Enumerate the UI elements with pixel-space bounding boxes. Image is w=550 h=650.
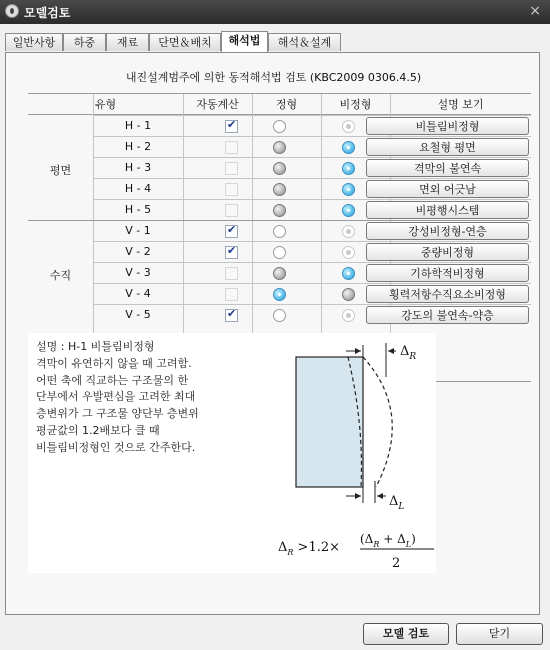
irregular-radio[interactable] [342, 267, 355, 280]
irregular-radio[interactable] [342, 183, 355, 196]
irregular-radio[interactable] [342, 162, 355, 175]
irregular-radio[interactable] [342, 141, 355, 154]
deformed-shape-outer [363, 357, 392, 487]
regular-radio[interactable] [273, 288, 286, 301]
description-line: 어떤 축에 직교하는 구조물의 한 [36, 373, 189, 387]
close-icon[interactable]: × [529, 3, 541, 19]
header-irregular: 비정형 [321, 94, 390, 115]
auto-calc-checkbox[interactable] [225, 183, 238, 196]
row-label: H - 4 [124, 182, 152, 195]
table-row [93, 199, 531, 220]
auto-calc-checkbox[interactable] [225, 204, 238, 217]
delta-r-label: $\Delta_R$ [400, 344, 417, 362]
tab-material[interactable]: 재료 [106, 33, 149, 51]
row-label: V - 5 [125, 308, 151, 321]
header-regular: 정형 [252, 94, 321, 115]
group-label-plan: 평면 [49, 164, 72, 177]
tab-analysis-design[interactable]: 해석＆설계 [268, 33, 341, 51]
table-row [93, 304, 531, 325]
description-line: 격막이 유연하지 않을 때 고려함. [36, 356, 192, 370]
arrow-head [355, 493, 361, 499]
description-button[interactable]: 강성비정형-연층 [366, 222, 529, 240]
table-row [93, 283, 531, 304]
irregular-radio[interactable] [342, 120, 355, 133]
tab-general[interactable]: 일반사항 [5, 33, 63, 51]
auto-calc-checkbox[interactable] [225, 267, 238, 280]
description-line: 평균값의 1.2배보다 클 때 [36, 423, 160, 437]
torsion-formula [278, 523, 436, 573]
regular-radio[interactable] [273, 120, 286, 133]
close-button[interactable]: 닫기 [456, 623, 543, 645]
table-row [93, 262, 531, 283]
table-row [93, 220, 531, 241]
description-button[interactable]: 비틀림비정형 [366, 117, 529, 135]
auto-calc-checkbox[interactable] [225, 288, 238, 301]
svg-text:2: 2 [392, 556, 401, 571]
row-label: H - 1 [124, 119, 152, 132]
check-mark: ✔ [227, 244, 237, 257]
auto-calc-checkbox[interactable] [225, 246, 238, 259]
row-label: V - 1 [125, 224, 151, 237]
model-review-button[interactable]: 모델 검토 [363, 623, 449, 645]
description-button[interactable]: 면외 어긋남 [366, 180, 529, 198]
table-row [93, 157, 531, 178]
irregular-radio[interactable] [342, 309, 355, 322]
tab-analysis-method[interactable]: 해석법 [221, 31, 268, 52]
row-label: H - 5 [124, 203, 152, 216]
description-button[interactable]: 비평행시스템 [366, 201, 529, 219]
auto-calc-checkbox[interactable] [225, 162, 238, 175]
app-icon [5, 4, 19, 18]
regular-radio[interactable] [273, 162, 286, 175]
analysis-method-panel [5, 52, 540, 615]
description-button[interactable]: 기하학적비정형 [366, 264, 529, 282]
row-label: V - 4 [125, 287, 151, 300]
regular-radio[interactable] [273, 225, 286, 238]
regular-radio[interactable] [273, 141, 286, 154]
table-row [93, 136, 531, 157]
regular-radio[interactable] [273, 267, 286, 280]
svg-text:ΔR >1.2×: $\Delta_R >1.2\times$ [278, 540, 341, 557]
description-button[interactable]: 중량비정형 [366, 243, 529, 261]
row-label: H - 2 [124, 140, 152, 153]
description-button[interactable]: 횡력저항수직요소비정형 [366, 285, 529, 303]
delta-l-label: $\Delta_L$ [389, 494, 405, 512]
description-button[interactable]: 강도의 불연속-약층 [366, 306, 529, 324]
group-label-vertical: 수직 [49, 269, 72, 282]
header-description: 설명 보기 [390, 94, 531, 115]
table-row [93, 115, 531, 136]
title-bar [0, 0, 550, 24]
divider [28, 220, 93, 221]
row-label: V - 2 [125, 245, 151, 258]
header-type: 유형 [28, 94, 183, 115]
description-text [36, 339, 276, 457]
irregular-radio[interactable] [342, 225, 355, 238]
row-label: V - 3 [125, 266, 151, 279]
row-label: H - 3 [124, 161, 152, 174]
description-button[interactable]: 격막의 불연속 [366, 159, 529, 177]
check-mark: ✔ [227, 223, 237, 236]
floor-plan-rect [296, 357, 363, 487]
auto-calc-checkbox[interactable] [225, 141, 238, 154]
description-line: 층변위가 그 구조물 양단부 층변위 [36, 407, 199, 421]
window-title: 모델검토 [24, 6, 71, 20]
table-row [93, 241, 531, 262]
auto-calc-checkbox[interactable] [225, 120, 238, 133]
panel-heading: 내진설계범주에 의한 동적해석법 검토 (KBC2009 0306.4.5) [125, 71, 422, 84]
tab-section-layout[interactable]: 단면＆배치 [149, 33, 221, 51]
regular-radio[interactable] [273, 309, 286, 322]
irregular-radio[interactable] [342, 204, 355, 217]
regular-radio[interactable] [273, 204, 286, 217]
svg-text:(ΔR + ΔL): $(\Delta_R + \Delta_L)$ [360, 532, 416, 549]
description-line: 비틀림비정형인 것으로 간주한다. [36, 440, 196, 454]
auto-calc-checkbox[interactable] [225, 225, 238, 238]
description-box [28, 333, 436, 573]
irregular-radio[interactable] [342, 288, 355, 301]
regular-radio[interactable] [273, 246, 286, 259]
irregular-radio[interactable] [342, 246, 355, 259]
auto-calc-checkbox[interactable] [225, 309, 238, 322]
table-row [93, 178, 531, 199]
description-line: 설명 : H-1 비틀림비정형 [36, 340, 155, 353]
check-mark: ✔ [227, 118, 237, 131]
header-auto-calc: 자동계산 [183, 94, 252, 115]
description-button[interactable]: 요철형 평면 [366, 138, 529, 156]
description-line: 단부에서 우발편심을 고려한 최대 [36, 390, 196, 404]
regular-radio[interactable] [273, 183, 286, 196]
check-mark: ✔ [227, 307, 237, 320]
arrow-head [355, 348, 361, 354]
tab-load[interactable]: 하중 [63, 33, 106, 51]
